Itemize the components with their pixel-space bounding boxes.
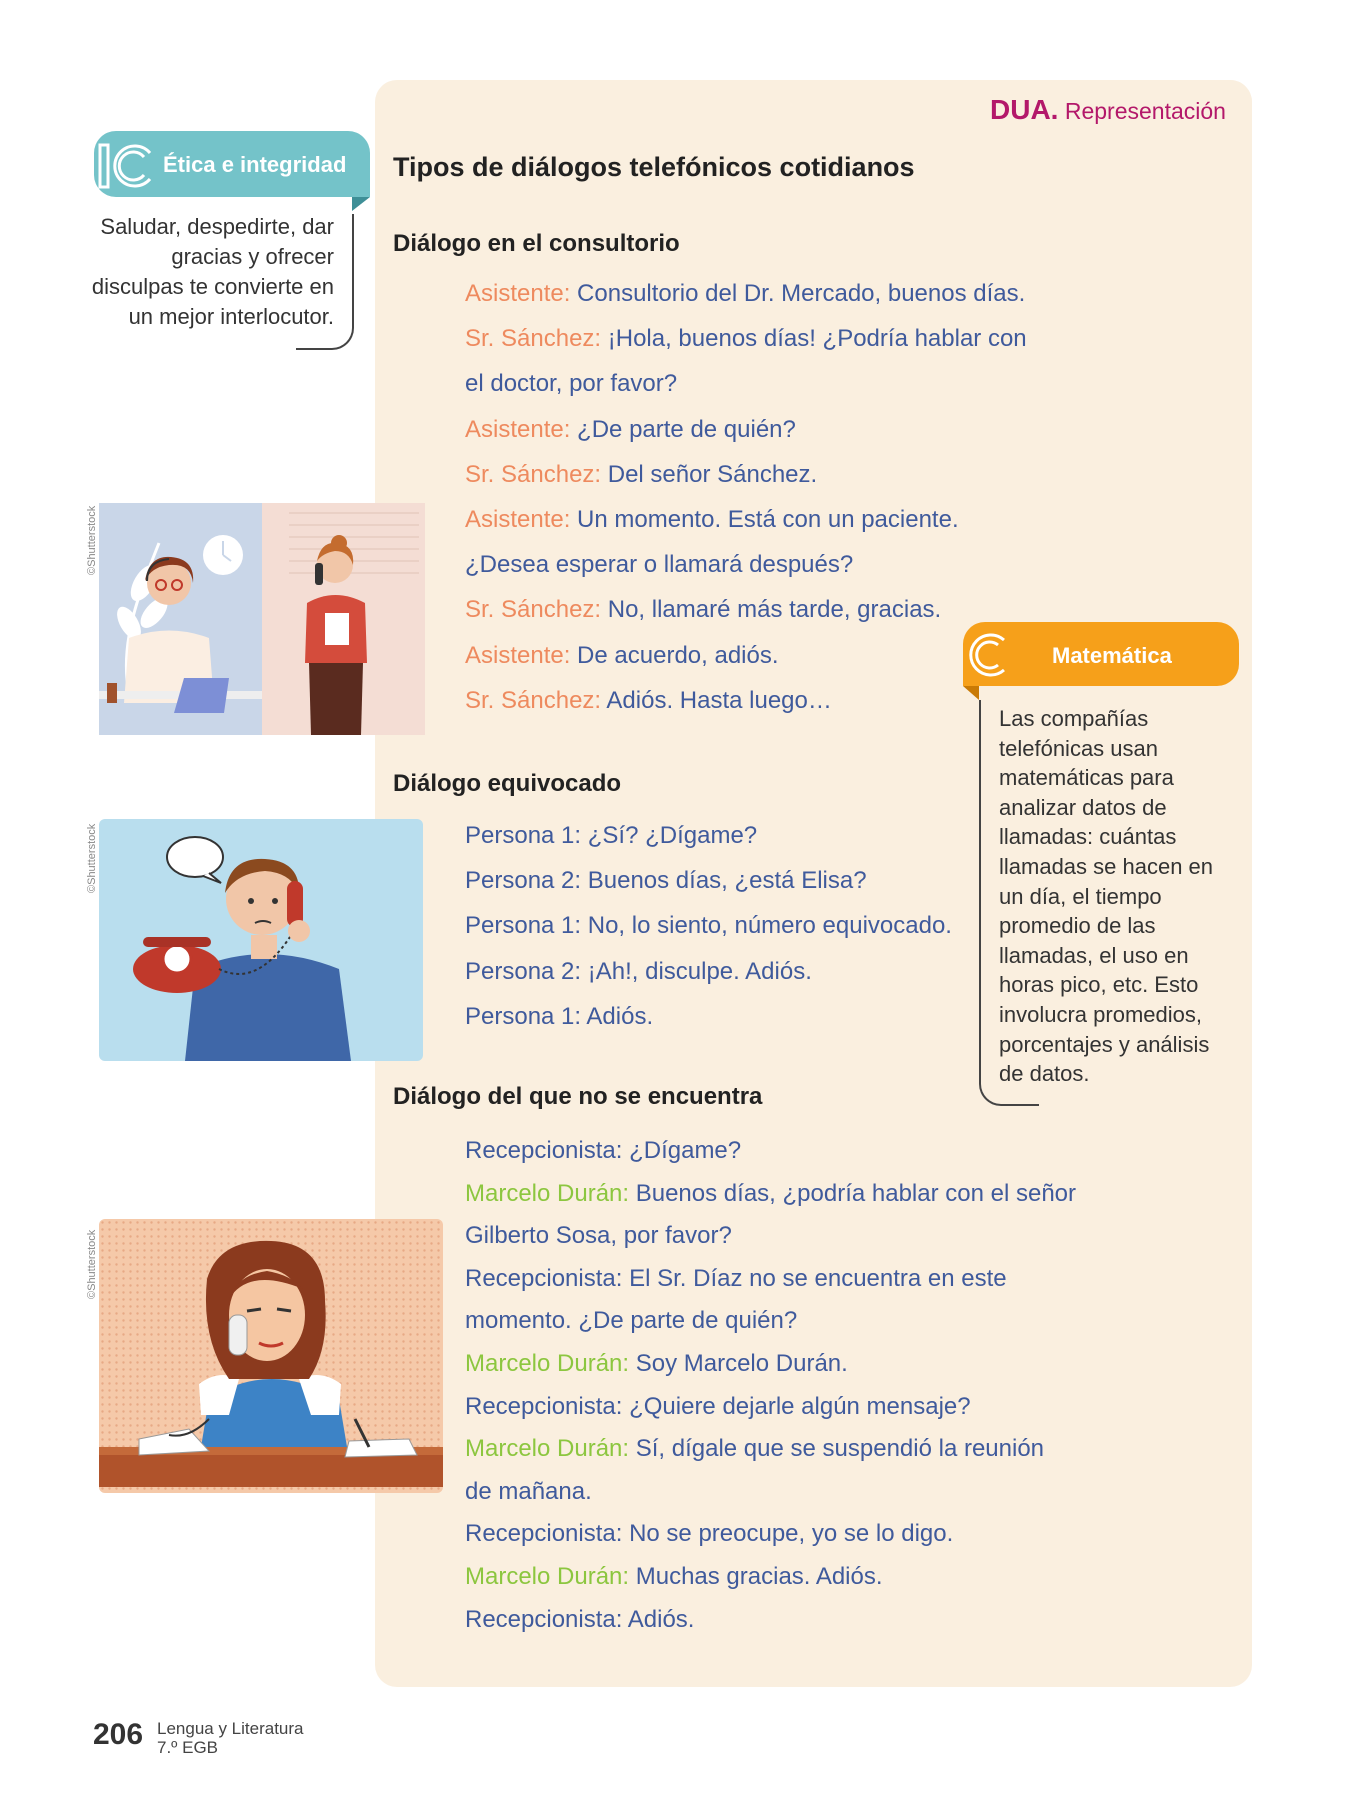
dialog-line — [465, 687, 832, 715]
section-title-equivocado: Diálogo equivocado — [393, 770, 622, 797]
dialog-line-text: Sí, dígale que se suspendió la reunión — [629, 1435, 1045, 1463]
dialog-line-text: Recepcionista: El Sr. Díaz no se encuentra en este — [465, 1264, 1007, 1292]
dialog-line — [465, 1520, 953, 1548]
dialog-line — [465, 867, 867, 895]
dua-label — [990, 94, 1226, 126]
page-number: 206 — [93, 1718, 144, 1751]
dialog-line-text: Persona 2: Buenos días, ¿está Elisa? — [465, 867, 867, 895]
c-logo-icon — [960, 628, 1012, 682]
dialog-line — [465, 1435, 1044, 1463]
dialog-line — [465, 280, 1025, 308]
dialog-line — [465, 958, 812, 986]
dialog-line-text: No, llamaré más tarde, gracias. — [601, 596, 942, 624]
dialog-line-text: de mañana. — [465, 1477, 592, 1505]
section-title-consultorio: Diálogo en el consultorio — [393, 230, 680, 257]
illustration-consultorio — [99, 503, 425, 735]
dialog-line-text: el doctor, por favor? — [465, 370, 678, 398]
dialog-line-text: Persona 1: No, lo siento, número equivocado. — [465, 912, 952, 940]
matematica-title: Matemática — [1052, 643, 1172, 668]
footer-subject — [157, 1719, 304, 1757]
dialog-line-text: Persona 1: Adiós. — [465, 1002, 654, 1030]
dialog-line-text: Consultorio del Dr. Mercado, buenos días. — [570, 280, 1026, 307]
dua-prefix: DUA. — [990, 94, 1059, 125]
etica-fold — [352, 197, 370, 211]
dialog-speaker: Asistente: — [465, 415, 571, 443]
page-title: Tipos de diálogos telefónicos cotidianos — [393, 152, 915, 182]
dialog-line — [465, 1222, 732, 1250]
dialog-line — [465, 370, 677, 398]
dialog-line — [465, 1265, 1007, 1293]
dialog-speaker: Sr. Sánchez: — [465, 325, 602, 353]
dua-text: Representación — [1064, 98, 1226, 124]
image-credit: ©Shutterstock — [86, 1229, 98, 1299]
dialog-line — [465, 1180, 1076, 1208]
dialog-line — [465, 551, 853, 579]
dialog-line-text: Recepcionista: ¿Quiere dejarle algún mensaje? — [465, 1392, 971, 1420]
illustration-equivocado — [99, 819, 423, 1061]
dialog-line-text: Recepcionista: ¿Dígame? — [465, 1137, 742, 1164]
image-credit: ©Shutterstock — [86, 505, 98, 575]
illustration-recepcionista — [99, 1219, 443, 1493]
dialog-line-text: Persona 2: ¡Ah!, disculpe. Adiós. — [465, 957, 812, 985]
matematica-text: Las compañías telefónicas usan matemáticas para analizar datos de llamadas: cuántas llamadas se hacen en un día, el tiempo promedio de las llamadas, el uso en horas pico, etc. Esto involucra promedios, porcentajes y análisis de datos. — [999, 706, 1214, 1087]
dialog-line — [465, 1563, 883, 1591]
dialog-line — [465, 912, 952, 940]
dialog-line-text: ¿Desea esperar o llamará después? — [465, 551, 854, 579]
footer-subject-name: Lengua y Literatura — [157, 1719, 304, 1738]
dialog-line-text: Muchas gracias. Adiós. — [629, 1563, 883, 1590]
dialog-line-text: Soy Marcelo Durán. — [629, 1350, 848, 1377]
image-credit: ©Shutterstock — [86, 823, 98, 893]
etica-title: Ética e integridad — [163, 152, 347, 177]
dialog-line-text: Adiós. Hasta luego… — [601, 686, 832, 714]
dialog-line-text: Recepcionista: No se preocupe, yo se lo digo. — [465, 1520, 954, 1548]
dialog-line-text: momento. ¿De parte de quién? — [465, 1307, 798, 1335]
dialog-line — [465, 461, 817, 489]
dialog-line — [465, 596, 941, 624]
dialog-line-text: De acuerdo, adiós. — [570, 641, 779, 669]
section-title-no-encuentra: Diálogo del que no se encuentra — [393, 1083, 763, 1110]
dialog-line — [465, 1350, 848, 1378]
dialog-line-text: ¡Hola, buenos días! ¿Podría hablar con — [601, 325, 1027, 353]
ic-logo-icon — [96, 137, 158, 195]
dialog-line — [465, 822, 757, 850]
dialog-speaker: Sr. Sánchez: — [465, 596, 602, 624]
dialog-speaker: Asistente: — [465, 506, 571, 533]
footer-grade: 7.º EGB — [157, 1738, 219, 1757]
dialog-speaker: Marcelo Durán: — [465, 1435, 630, 1463]
dialog-speaker: Asistente: — [465, 641, 571, 669]
etica-text: Saludar, despedirte, dar gracias y ofrecer disculpas te convierte en un mejor interlocutor. — [91, 214, 334, 329]
dialog-line-text: Un momento. Está con un paciente. — [570, 506, 959, 533]
dialog-line-text: Persona 1: ¿Sí? ¿Dígame? — [465, 822, 758, 849]
dialog-line — [465, 642, 779, 670]
dialog-line — [465, 1307, 797, 1335]
dialog-line-text: ¿De parte de quién? — [570, 415, 796, 443]
dialog-speaker: Sr. Sánchez: — [465, 686, 602, 714]
dialog-speaker: Marcelo Durán: — [465, 1350, 630, 1377]
dialog-line — [465, 1137, 741, 1165]
dialog-line-text: Gilberto Sosa, por favor? — [465, 1222, 732, 1250]
dialog-speaker: Marcelo Durán: — [465, 1179, 630, 1207]
dialog-speaker: Asistente: — [465, 280, 571, 307]
dialog-line — [465, 506, 959, 534]
dialog-speaker: Sr. Sánchez: — [465, 460, 602, 488]
dialog-speaker: Marcelo Durán: — [465, 1563, 630, 1590]
dialog-line — [465, 1606, 694, 1634]
dialog-line-text: Del señor Sánchez. — [601, 460, 818, 488]
dialog-line — [465, 1478, 592, 1506]
dialog-line-text: Recepcionista: Adiós. — [465, 1605, 695, 1633]
dialog-line — [465, 1003, 653, 1031]
dialog-line — [465, 1393, 971, 1421]
dialog-line — [465, 416, 796, 444]
dialog-line-text: Buenos días, ¿podría hablar con el señor — [629, 1179, 1077, 1207]
dialog-line — [465, 325, 1027, 353]
